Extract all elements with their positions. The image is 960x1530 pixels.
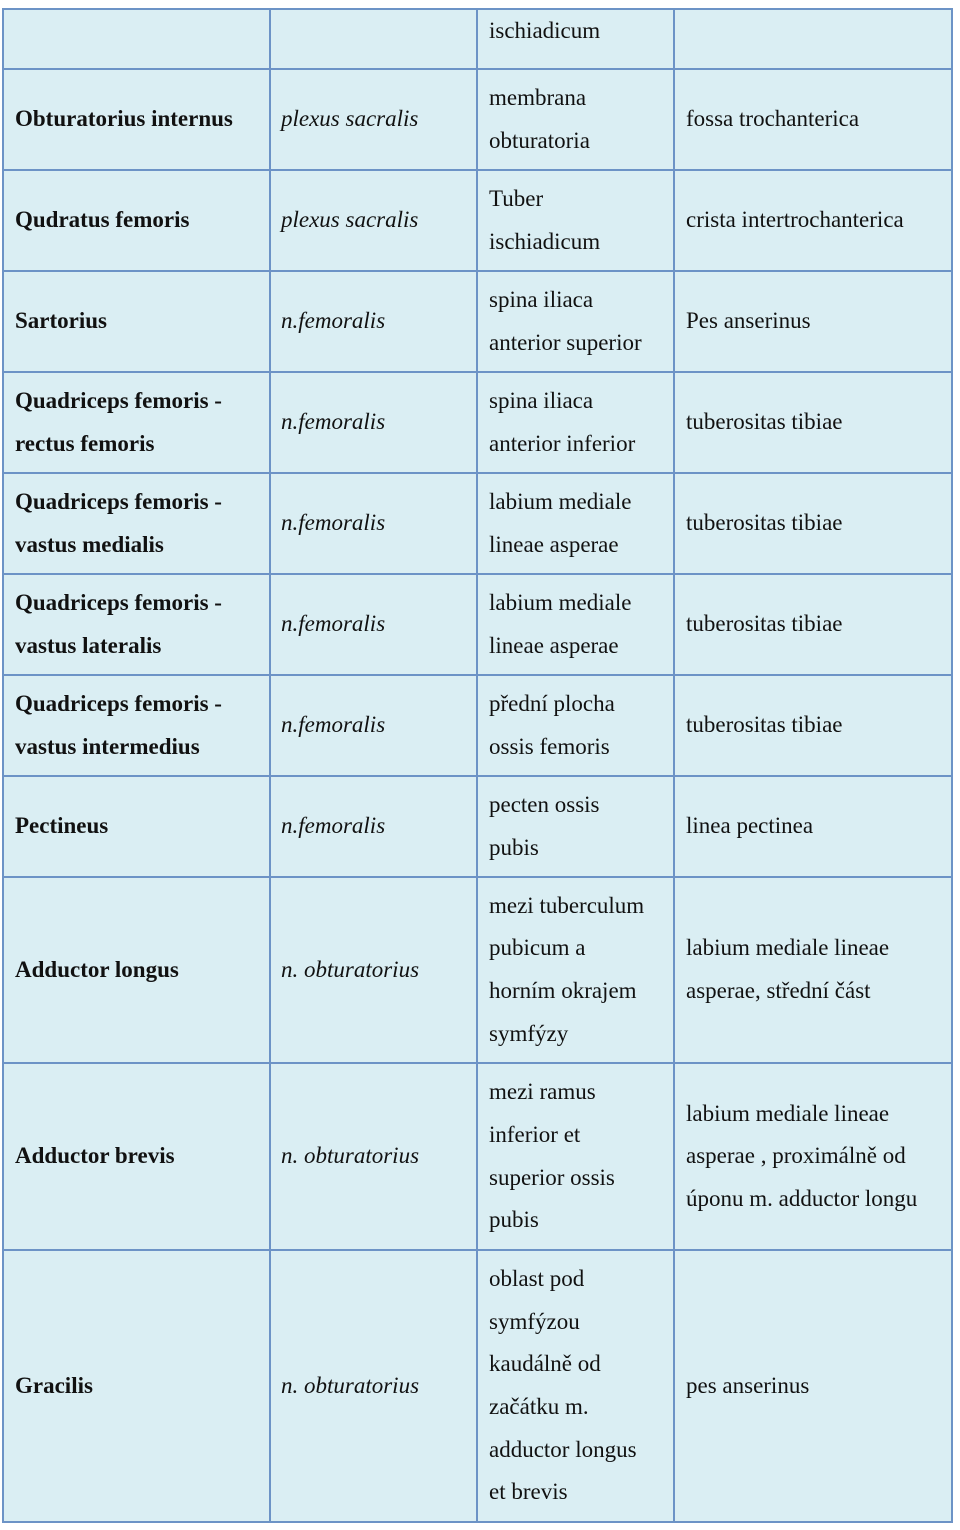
nerve-cell <box>270 9 477 69</box>
nerve-cell <box>270 69 477 170</box>
muscle-name: Quadriceps femoris - rectus femoris <box>15 387 222 456</box>
insertion: tuberositas tibiae <box>686 712 843 738</box>
insertion: linea pectinea <box>686 813 814 839</box>
muscle-name: Pectineus <box>15 813 109 839</box>
table-row <box>3 1250 952 1522</box>
insertion: pes anserinus <box>686 1372 810 1398</box>
insertion-cell <box>674 776 952 877</box>
origin-cell <box>477 372 674 473</box>
origin: pecten ossis pubis <box>489 791 600 860</box>
muscle-name-cell <box>3 271 270 372</box>
insertion-cell <box>674 271 952 372</box>
table-row <box>3 675 952 776</box>
muscle-name: Qudratus femoris <box>15 207 190 233</box>
muscle-name-cell <box>3 473 270 574</box>
muscle-table <box>2 8 953 1523</box>
muscle-name: Obturatorius internus <box>15 106 233 132</box>
insertion-cell <box>674 372 952 473</box>
innervation: plexus sacralis <box>281 207 419 233</box>
insertion-cell <box>674 9 952 69</box>
origin: spina iliaca anterior inferior <box>489 387 636 456</box>
origin-cell <box>477 9 674 69</box>
muscle-name: Quadriceps femoris - vastus intermedius <box>15 690 222 759</box>
table-row <box>3 776 952 877</box>
muscle-name-cell <box>3 9 270 69</box>
innervation: n. obturatorius <box>281 1143 420 1169</box>
nerve-cell <box>270 675 477 776</box>
origin: přední plocha ossis femoris <box>489 690 615 759</box>
insertion-cell <box>674 877 952 1063</box>
muscle-table-body <box>3 9 952 1522</box>
muscle-name-cell <box>3 675 270 776</box>
innervation: n.femoralis <box>281 712 386 738</box>
insertion-cell <box>674 473 952 574</box>
insertion-cell <box>674 574 952 675</box>
innervation: n.femoralis <box>281 813 386 839</box>
origin: labium mediale lineae asperae <box>489 488 632 557</box>
insertion: tuberositas tibiae <box>686 611 843 637</box>
muscle-name-cell <box>3 776 270 877</box>
nerve-cell <box>270 271 477 372</box>
insertion: labium mediale lineae asperae , proximálně od úponu m. adductor longu <box>686 1100 918 1211</box>
nerve-cell <box>270 877 477 1063</box>
insertion-cell <box>674 1250 952 1522</box>
innervation: n.femoralis <box>281 510 386 536</box>
origin: oblast pod symfýzou kaudálně od začátku m. adductor longus et brevis <box>489 1266 637 1505</box>
muscle-name: Quadriceps femoris - vastus lateralis <box>15 589 222 658</box>
table-row <box>3 271 952 372</box>
table-row <box>3 372 952 473</box>
muscle-name: Gracilis <box>15 1372 93 1398</box>
muscle-name-cell <box>3 877 270 1063</box>
table-row <box>3 170 952 271</box>
origin-cell <box>477 574 674 675</box>
table-row <box>3 69 952 170</box>
muscle-name: Sartorius <box>15 308 107 334</box>
origin-cell <box>477 776 674 877</box>
nerve-cell <box>270 1250 477 1522</box>
innervation: n. obturatorius <box>281 1372 420 1398</box>
muscle-name-cell <box>3 372 270 473</box>
insertion: fossa trochanterica <box>686 106 860 132</box>
muscle-name-cell <box>3 574 270 675</box>
innervation: n.femoralis <box>281 409 386 435</box>
origin-cell <box>477 271 674 372</box>
innervation: plexus sacralis <box>281 106 419 132</box>
muscle-name-cell <box>3 69 270 170</box>
nerve-cell <box>270 473 477 574</box>
table-row <box>3 1063 952 1250</box>
insertion: tuberositas tibiae <box>686 510 843 536</box>
muscle-name-cell <box>3 1063 270 1250</box>
insertion: labium mediale lineae asperae, střední část <box>686 935 890 1003</box>
table-row <box>3 574 952 675</box>
innervation: n. obturatorius <box>281 956 420 982</box>
origin-cell <box>477 473 674 574</box>
muscle-name: Quadriceps femoris - vastus medialis <box>15 488 222 557</box>
nerve-cell <box>270 372 477 473</box>
origin: Tuber ischiadicum <box>489 185 601 254</box>
insertion: crista intertrochanterica <box>686 207 904 233</box>
origin: mezi ramus inferior et superior ossis pubis <box>489 1079 615 1233</box>
table-row <box>3 877 952 1063</box>
insertion-cell <box>674 69 952 170</box>
origin: labium mediale lineae asperae <box>489 589 632 658</box>
origin: mezi tuberculum pubicum a horním okrajem symfýzy <box>489 892 645 1046</box>
innervation: n.femoralis <box>281 308 386 334</box>
muscle-name-cell <box>3 1250 270 1522</box>
origin-cell <box>477 69 674 170</box>
nerve-cell <box>270 1063 477 1250</box>
muscle-name: Adductor brevis <box>15 1143 175 1169</box>
table-row <box>3 473 952 574</box>
nerve-cell <box>270 574 477 675</box>
table-row <box>3 9 952 69</box>
insertion-cell <box>674 1063 952 1250</box>
insertion: Pes anserinus <box>686 308 811 334</box>
origin-cell <box>477 170 674 271</box>
insertion: tuberositas tibiae <box>686 409 843 435</box>
nerve-cell <box>270 776 477 877</box>
muscle-name: Adductor longus <box>15 956 179 982</box>
origin: spina iliaca anterior superior <box>489 286 642 355</box>
origin-cell <box>477 675 674 776</box>
insertion-cell <box>674 170 952 271</box>
origin-cell <box>477 1250 674 1522</box>
origin-cell <box>477 1063 674 1250</box>
origin: membrana obturatoria <box>489 84 590 153</box>
muscle-name-cell <box>3 170 270 271</box>
innervation: n.femoralis <box>281 611 386 637</box>
insertion-cell <box>674 675 952 776</box>
origin: ischiadicum <box>489 18 601 43</box>
origin-cell <box>477 877 674 1063</box>
nerve-cell <box>270 170 477 271</box>
